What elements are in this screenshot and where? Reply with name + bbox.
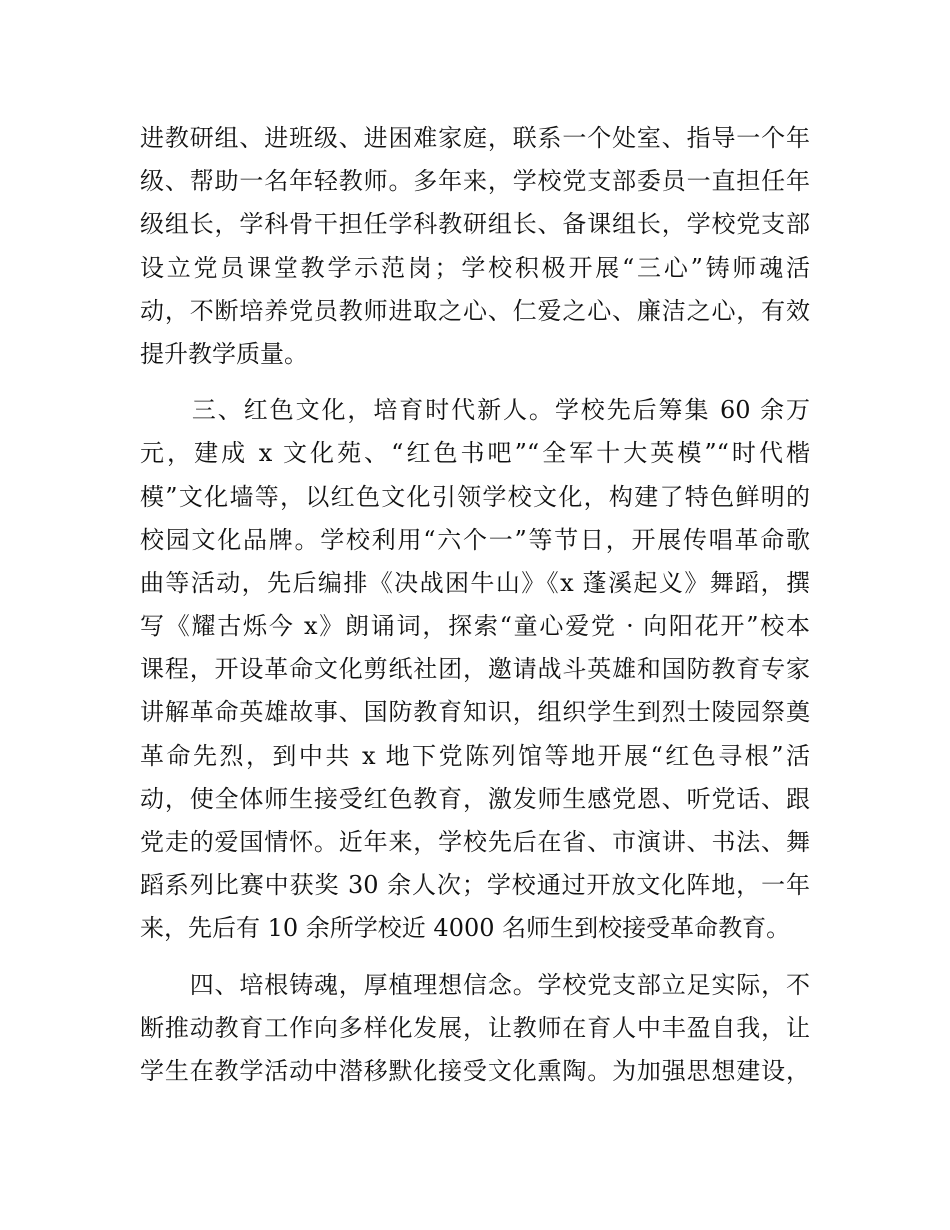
text-line: 曲等活动，先后编排《决战困牛山》《x 蓬溪起义》舞蹈，撰: [140, 568, 810, 597]
paragraph-continuation: [140, 117, 810, 376]
text-line: 四、培根铸魂，厚植理想信念。学校党支部立足实际，不: [140, 970, 810, 999]
text-line: 进教研组、进班级、进困难家庭，联系一个处室、指导一个年: [140, 124, 810, 152]
text-line: 讲解革命英雄故事、国防教育知识，组织学生到烈士陵园祭奠: [140, 698, 810, 727]
text-line: 级组长，学科骨干担任学科教研组长、备课组长，学校党支部: [140, 210, 810, 239]
text-line: 课程，开设革命文化剪纸社团，邀请战斗英雄和国防教育专家: [140, 655, 810, 684]
text-line: 模”文化墙等，以红色文化引领学校文化，构建了特色鲜明的: [140, 482, 810, 511]
text-line: 元，建成 x 文化苑、“红色书吧”“全军十大英模”“时代楷: [140, 439, 810, 468]
text-line: 级、帮助一名年轻教师。多年来，学校党支部委员一直担任年: [140, 167, 810, 196]
paragraph-red-culture: [140, 389, 810, 950]
text-line: 三、红色文化，培育时代新人。学校先后筹集 60 余万: [140, 396, 810, 425]
text-line: 动，不断培养党员教师进取之心、仁爱之心、廉洁之心，有效: [140, 296, 810, 325]
document-body: [140, 117, 810, 1093]
text-line: 来，先后有 10 余所学校近 4000 名师生到校接受革命教育。: [140, 914, 791, 943]
text-line: 学生在教学活动中潜移默化接受文化熏陶。为加强思想建设，: [140, 1056, 810, 1085]
text-line: 写《耀古烁今 x》朗诵词，探索“童心爱党 · 向阳花开”校本: [140, 612, 810, 641]
text-line: 设立党员课堂教学示范岗；学校积极开展“三心”铸师魂活: [140, 253, 810, 282]
text-line: 提升教学质量。: [140, 339, 308, 368]
text-line: 动，使全体师生接受红色教育，激发师生感党恩、听党话、跟: [140, 784, 810, 813]
text-line: 断推动教育工作向多样化发展，让教师在育人中丰盈自我，让: [140, 1013, 810, 1042]
paragraph-ideals: [140, 964, 810, 1094]
text-line: 蹈系列比赛中获奖 30 余人次；学校通过开放文化阵地，一年: [140, 871, 810, 900]
text-line: 校园文化品牌。学校利用“六个一”等节日，开展传唱革命歌: [140, 525, 810, 554]
text-line: 党走的爱国情怀。近年来，学校先后在省、市演讲、书法、舞: [140, 828, 810, 856]
text-line: 革命先烈，到中共 x 地下党陈列馆等地开展“红色寻根”活: [140, 741, 810, 770]
